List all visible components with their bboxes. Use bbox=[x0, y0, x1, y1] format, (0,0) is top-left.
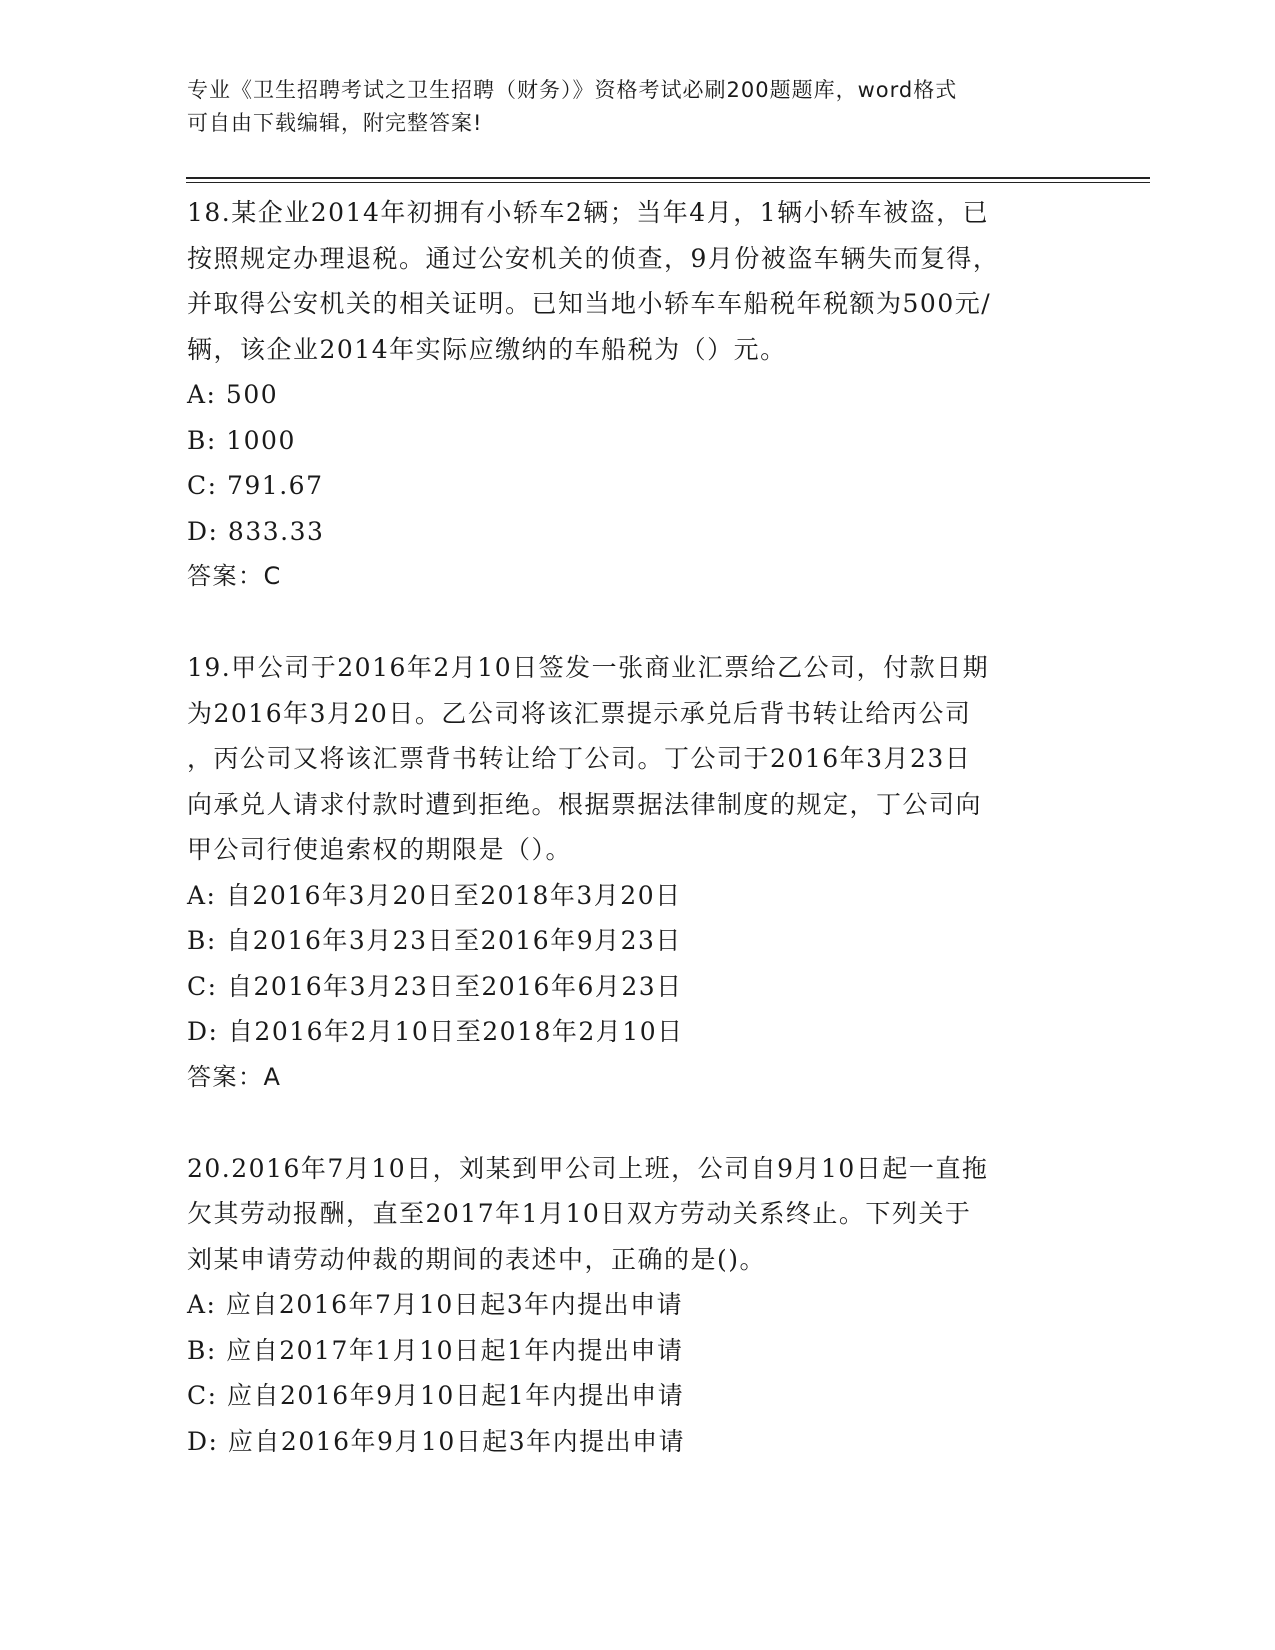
header-divider-thin bbox=[186, 182, 1150, 183]
question-text-line: 18.某企业2014年初拥有小轿车2辆；当年4月，1辆小轿车被盗，已 bbox=[187, 198, 990, 227]
option-c: C: 791.67 bbox=[187, 471, 324, 500]
question-text-line: 向承兑人请求付款时遭到拒绝。根据票据法律制度的规定，丁公司向 bbox=[187, 789, 983, 819]
question-19 bbox=[187, 645, 1087, 1100]
question-text-line: 按照规定办理退税。通过公安机关的侦查，9月份被盗车辆失而复得， bbox=[187, 243, 1000, 273]
option-c: C: 应自2016年9月10日起1年内提出申请 bbox=[187, 1381, 685, 1410]
question-text-line: 20.2016年7月10日，刘某到甲公司上班，公司自9月10日起一直拖 bbox=[187, 1153, 989, 1183]
question-20 bbox=[187, 1146, 1087, 1465]
option-d: D: 应自2016年9月10日起3年内提出申请 bbox=[187, 1426, 686, 1456]
option-d: D: 自2016年2月10日至2018年2月10日 bbox=[187, 1017, 684, 1046]
question-text-line: ，丙公司又将该汇票背书转让给丁公司。丁公司于2016年3月23日 bbox=[187, 744, 972, 773]
option-a: A: 自2016年3月20日至2018年3月20日 bbox=[187, 880, 682, 910]
option-a: A: 应自2016年7月10日起3年内提出申请 bbox=[187, 1290, 684, 1319]
option-b: B: 自2016年3月23日至2016年9月23日 bbox=[187, 926, 682, 955]
question-text-line: 甲公司行使追索权的期限是（）。 bbox=[187, 835, 573, 864]
answer-label: 答案：A bbox=[187, 1062, 282, 1091]
question-list bbox=[187, 190, 1087, 1464]
question-spacer bbox=[187, 1100, 1087, 1146]
option-a: A: 500 bbox=[187, 380, 279, 409]
question-18 bbox=[187, 190, 1087, 600]
question-spacer bbox=[187, 600, 1087, 646]
option-b: B: 应自2017年1月10日起1年内提出申请 bbox=[187, 1335, 684, 1365]
header-divider-thick bbox=[186, 177, 1150, 179]
option-c: C: 自2016年3月23日至2016年6月23日 bbox=[187, 971, 683, 1001]
question-text-line: 为2016年3月20日。乙公司将该汇票提示承兑后背书转让给丙公司 bbox=[187, 698, 972, 728]
document-header bbox=[187, 74, 1067, 140]
question-text-line: 辆，该企业2014年实际应缴纳的车船税为（）元。 bbox=[187, 334, 787, 364]
option-d: D: 833.33 bbox=[187, 516, 325, 546]
option-b: B: 1000 bbox=[187, 425, 296, 455]
header-line-1: 专业《卫生招聘考试之卫生招聘（财务）》资格考试必刷200题题库，word格式 bbox=[187, 78, 958, 102]
header-line-2: 可自由下载编辑，附完整答案! bbox=[187, 111, 483, 135]
question-text-line: 刘某申请劳动仲裁的期间的表述中，正确的是()。 bbox=[187, 1244, 767, 1274]
question-text-line: 并取得公安机关的相关证明。已知当地小轿车车船税年税额为500元/ bbox=[187, 289, 992, 318]
answer-label: 答案：C bbox=[187, 562, 282, 590]
question-text-line: 19.甲公司于2016年2月10日签发一张商业汇票给乙公司，付款日期 bbox=[187, 653, 990, 682]
question-text-line: 欠其劳动报酬，直至2017年1月10日双方劳动关系终止。下列关于 bbox=[187, 1199, 972, 1228]
